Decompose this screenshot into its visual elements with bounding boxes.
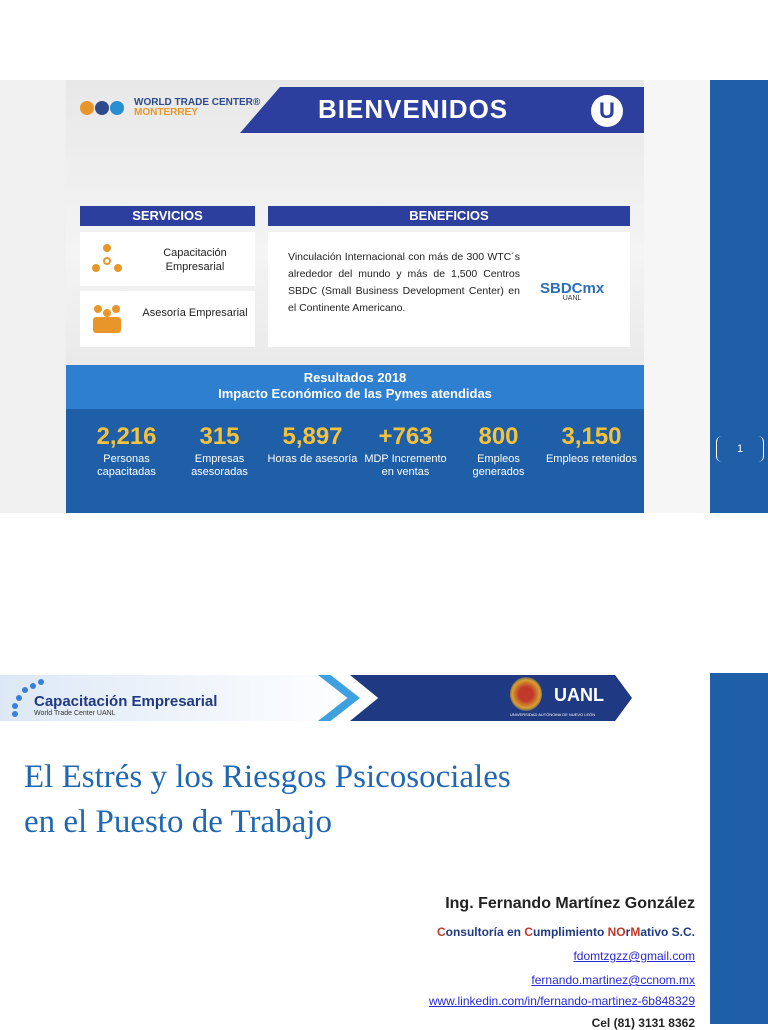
stat-5: [545, 423, 638, 479]
phone-number: Cel (81) 3131 8362: [591, 1016, 695, 1030]
wtc-globe-icon: [80, 98, 128, 118]
slide-2: [0, 673, 768, 1030]
stat-value: 800: [478, 423, 519, 450]
stat-value: 2,216: [96, 423, 157, 450]
stat-label: Personas capacitadas: [97, 453, 156, 478]
service-label-2: Asesoría Empresarial: [142, 307, 248, 319]
wtc-logo: [80, 98, 260, 118]
email-link-1[interactable]: fdomtzgzz@gmail.com: [573, 949, 695, 963]
stat-label: Empleos generados: [472, 453, 525, 478]
beneficios-header: BENEFICIOS: [268, 206, 630, 226]
stat-value: 5,897: [282, 423, 343, 450]
slide-2-side-bar: [710, 673, 768, 1024]
author-name: Ing. Fernando Martínez González: [445, 895, 695, 912]
stat-1: [173, 423, 266, 479]
uanl-seal-icon: [510, 677, 542, 711]
results-title-line1: Resultados 2018: [303, 370, 407, 385]
stat-3: [359, 423, 452, 479]
team-icon: [90, 303, 124, 335]
benefits-text: Vinculación Internacional con más de 300 WTC´s alrededor del mundo y más de 1,500 Centros SBDC (Small Business Development Center) en el Continente Americano.: [288, 251, 520, 314]
wtc-logo-line2: MONTERREY: [134, 107, 198, 118]
presentation-title: El Estrés y los Riesgos Psicosociales en el Puesto de Trabajo: [24, 759, 511, 840]
slide-title: BIENVENIDOS: [318, 94, 509, 124]
header-title: Capacitación Empresarial: [34, 693, 218, 710]
wtc-logo-line1: WORLD TRADE CENTER®: [134, 97, 261, 108]
results-title: [66, 370, 644, 402]
stat-label: MDP Incremento en ventas: [364, 453, 447, 478]
stat-value: +763: [378, 423, 433, 450]
people-network-icon: [90, 242, 124, 276]
results-title-line2: Impacto Económico de las Pymes atendidas: [218, 386, 492, 401]
stat-0: [80, 423, 173, 479]
stats-row: [80, 423, 640, 479]
stat-4: [452, 423, 545, 479]
stat-label: Empleos retenidos: [545, 453, 638, 465]
service-label-1: Capacitación Empresarial: [163, 247, 227, 273]
stat-label: Horas de asesoría: [267, 453, 358, 465]
sbdc-logo-main: SBDCmx: [540, 280, 605, 297]
stat-value: 315: [199, 423, 240, 450]
page-number: 1: [716, 436, 764, 462]
stat-label: Empresas asesoradas: [191, 453, 248, 478]
sbdc-logo: [540, 280, 604, 302]
header-subtitle: World Trade Center UANL: [34, 710, 116, 717]
uanl-logo: UANL: [554, 685, 604, 705]
uanl-subtitle: UNIVERSIDAD AUTÓNOMA DE NUEVO LEÓN: [510, 712, 596, 717]
email-link-2[interactable]: fernando.martinez@ccnom.mx: [531, 973, 695, 987]
u-logo-icon: U: [591, 95, 623, 127]
stat-value: 3,150: [561, 423, 622, 450]
sbdc-logo-sub: UANL: [562, 295, 582, 302]
servicios-header: SERVICIOS: [80, 206, 255, 226]
slide-1: [0, 80, 768, 513]
company-name: Consultoría en Cumplimiento NOrMativo S.C.: [436, 925, 695, 939]
stat-2: [266, 423, 359, 479]
linkedin-link[interactable]: www.linkedin.com/in/fernando-martinez-6b848329: [428, 994, 695, 1008]
slide-1-margin: [644, 80, 710, 513]
